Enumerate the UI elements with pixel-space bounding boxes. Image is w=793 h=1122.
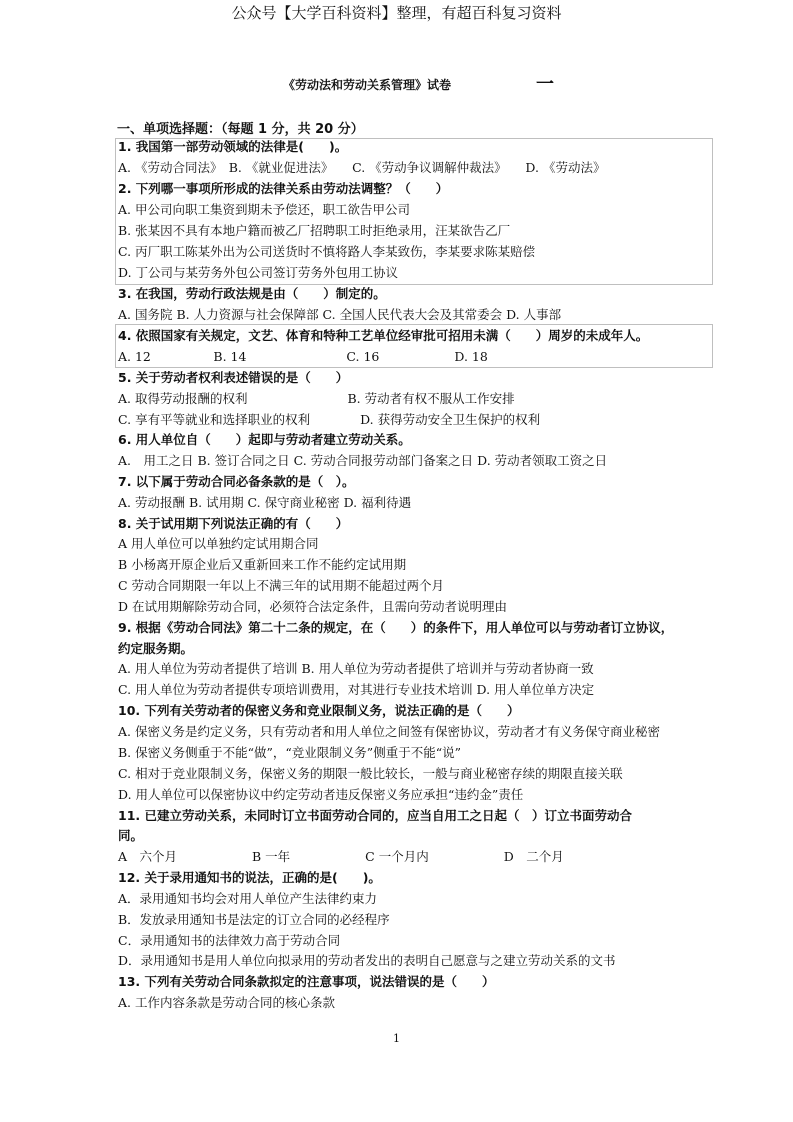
option-line: B. 保密义务侧重于不能“做”，“竞业限制义务”侧重于不能“说”: [118, 745, 461, 760]
option-line: A 用人单位可以单独约定试用期合同: [118, 536, 319, 551]
page-number: 1: [393, 1032, 400, 1045]
question-line: 11. 已建立劳动关系，未同时订立书面劳动合同的，应当自用工之日起（ ）订立书面劳动合: [118, 808, 632, 823]
exam-title-mark: 一: [536, 74, 554, 95]
question-line: 7. 以下属于劳动合同必备条款的是（ ）。: [118, 474, 355, 489]
question-line: 5. 关于劳动者权利表述错误的是（ ）: [118, 370, 349, 385]
option-line: A. 用人单位为劳动者提供了培训 B. 用人单位为劳动者提供了培训并与劳动者协商一致: [118, 661, 594, 676]
question-line: 12. 关于录用通知书的说法，正确的是( )。: [118, 870, 381, 885]
exam-title: 《劳动法和劳动关系管理》试卷: [283, 78, 452, 92]
question-line: 3. 在我国，劳动行政法规是由（ ）制定的。: [118, 286, 386, 301]
question-line: 同。: [118, 828, 144, 843]
option-line: D．录用通知书是用人单位向拟录用的劳动者发出的表明自己愿意与之建立劳动关系的文书: [118, 953, 616, 968]
option-line: A. 《劳动合同法》 B. 《就业促进法》 C. 《劳动争议调解仲裁法》 D. 《劳动法》: [118, 160, 606, 175]
option-line: A. 甲公司向职工集资到期未予偿还，职工欲告甲公司: [118, 202, 410, 217]
question-line: 10. 下列有关劳动者的保密义务和竞业限制义务，说法正确的是（ ）: [118, 703, 520, 718]
page-header: 公众号【大学百科资料】整理，有超百科复习资料: [231, 4, 562, 22]
option-line: D 在试用期解除劳动合同，必须符合法定条件，且需向劳动者说明理由: [118, 599, 507, 614]
question-line: 13. 下列有关劳动合同条款拟定的注意事项，说法错误的是（ ）: [118, 974, 495, 989]
question-line: 8. 关于试用期下列说法正确的有（ ）: [118, 516, 349, 531]
option-line: A. 保密义务是约定义务，只有劳动者和用人单位之间签有保密协议，劳动者才有义务保守商业秘密: [118, 724, 660, 739]
question-line: 4. 依照国家有关规定，文艺、体育和特种工艺单位经审批可招用未满（ ）周岁的未成年人。: [118, 328, 649, 343]
option-line: A．录用通知书均会对用人单位产生法律约束力: [118, 891, 378, 906]
option-line: C. 丙厂职工陈某外出为公司送货时不慎将路人李某致伤，李某要求陈某赔偿: [118, 244, 536, 259]
option-line: A. 劳动报酬 B. 试用期 C. 保守商业秘密 D. 福利待遇: [118, 495, 412, 510]
option-line: B 小杨离开原企业后又重新回来工作不能约定试用期: [118, 557, 407, 572]
option-line: C. 相对于竞业限制义务，保密义务的期限一般比较长，一般与商业秘密存续的期限直接关联: [118, 766, 623, 781]
question-line: 2. 下列哪一事项所形成的法律关系由劳动法调整？（ ）: [118, 181, 449, 196]
question-line: 9. 根据《劳动合同法》第二十二条的规定，在（ ）的条件下，用人单位可以与劳动者订立协议，: [118, 620, 674, 635]
option-line: A. 国务院 B. 人力资源与社会保障部 C. 全国人民代表大会及其常委会 D. 人事部: [118, 307, 562, 322]
question-line: 约定服务期。: [118, 641, 194, 656]
option-line: A. 工作内容条款是劳动合同的核心条款: [118, 995, 335, 1010]
option-line: B. 张某因不具有本地户籍而被乙厂招聘职工时拒绝录用，汪某欲告乙厂: [118, 223, 511, 238]
option-line: A. 12 B. 14 C. 16 D. 18: [118, 349, 488, 364]
option-line: C. 用人单位为劳动者提供专项培训费用，对其进行专业技术培训 D. 用人单位单方决定: [118, 682, 595, 697]
option-line: A 六个月 B 一年 C 一个月内 D 二个月: [118, 849, 564, 864]
option-line: D. 用人单位可以保密协议中约定劳动者违反保密义务应承担“违约金”责任: [118, 787, 524, 802]
option-line: B．发放录用通知书是法定的订立合同的必经程序: [118, 912, 390, 927]
option-line: C. 享有平等就业和选择职业的权利 D. 获得劳动安全卫生保护的权利: [118, 412, 541, 427]
question-line: 6. 用人单位自（ ）起即与劳动者建立劳动关系。: [118, 432, 411, 447]
option-line: C．录用通知书的法律效力高于劳动合同: [118, 933, 341, 948]
question-line: 1. 我国第一部劳动领域的法律是( )。: [118, 139, 348, 154]
option-line: A. 用工之日 B. 签订合同之日 C. 劳动合同报劳动部门备案之日 D. 劳动者领取工资之日: [118, 453, 608, 468]
section-title: 一、单项选择题：（每题 1 分，共 20 分）: [117, 122, 364, 137]
option-line: C 劳动合同期限一年以上不满三年的试用期不能超过两个月: [118, 578, 445, 593]
option-line: A. 取得劳动报酬的权利 B. 劳动者有权不服从工作安排: [118, 391, 515, 406]
option-line: D. 丁公司与某劳务外包公司签订劳务外包用工协议: [118, 265, 399, 280]
